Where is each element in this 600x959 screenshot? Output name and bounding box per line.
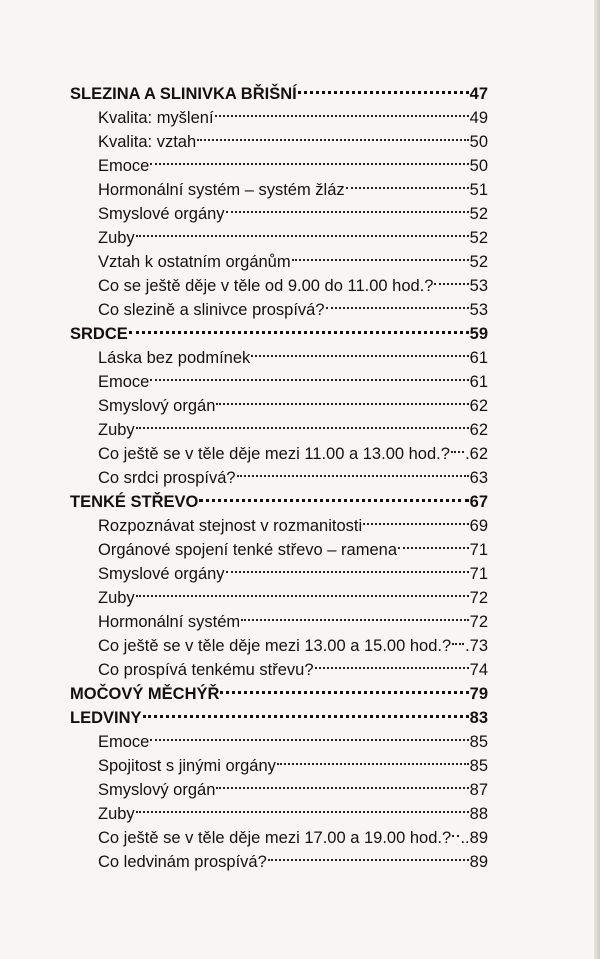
toc-entry-title: Zuby [98, 805, 135, 823]
toc-entry-title: Co ještě se v těle děje mezi 13.00 a 15.00 hod.? [98, 637, 452, 655]
toc-leader-dots [216, 387, 468, 411]
toc-entry-title: Co slezině a slinivce prospívá? [98, 301, 325, 319]
toc-page-number: 85 [469, 733, 488, 751]
toc-page-number: 53 [469, 277, 488, 295]
toc-leader-dots [326, 291, 469, 315]
toc-leader-dots [136, 219, 469, 243]
toc-entry-title: TENKÉ STŘEVO [70, 493, 199, 511]
table-of-contents [70, 75, 488, 871]
toc-leader-dots [136, 579, 469, 603]
toc-leader-dots [298, 75, 469, 99]
toc-page-number: 87 [469, 781, 488, 799]
toc-page-number: .62 [465, 445, 488, 463]
toc-page-number: 79 [469, 685, 488, 703]
toc-chapter-entry [70, 315, 488, 343]
page-edge [594, 0, 600, 959]
toc-page-number: 61 [469, 349, 488, 367]
toc-leader-dots [143, 699, 469, 723]
toc-entry-title: Kvalita: myšlení [98, 109, 214, 127]
toc-leader-dots [226, 195, 469, 219]
toc-entry-title: Hormonální systém [98, 613, 241, 631]
toc-leader-dots [136, 795, 469, 819]
toc-leader-dots [226, 555, 469, 579]
toc-entry-title: Emoce [98, 733, 150, 751]
toc-page-number: 52 [469, 205, 488, 223]
toc-entry-title: Co ještě se v těle děje mezi 11.00 a 13.00 hod.? [98, 445, 450, 463]
toc-entry-title: SRDCE [70, 325, 128, 343]
toc-leader-dots [220, 675, 468, 699]
toc-page-number: 53 [469, 301, 488, 319]
toc-entry-title: Smyslový orgán [98, 397, 216, 415]
toc-leader-dots [452, 819, 459, 843]
toc-entry-title: Co ledvinám prospívá? [98, 853, 267, 871]
toc-page-number: 50 [469, 157, 488, 175]
toc-entry-title: MOČOVÝ MĚCHÝŘ [70, 685, 220, 703]
toc-leader-dots [434, 267, 468, 291]
toc-page-number: 74 [469, 661, 488, 679]
toc-leader-dots [215, 99, 469, 123]
toc-page-number: .73 [465, 637, 488, 655]
toc-leader-dots [216, 771, 468, 795]
toc-leader-dots [268, 843, 469, 867]
toc-entry-title: Co prospívá tenkému střevu? [98, 661, 314, 679]
toc-entry-title: Smyslový orgán [98, 781, 216, 799]
toc-leader-dots [197, 123, 469, 147]
toc-page-number: 69 [469, 517, 488, 535]
toc-entry-title: Co ještě se v těle děje mezi 17.00 a 19.00 hod.? [98, 829, 452, 847]
toc-entry-title: Co se ještě děje v těle od 9.00 do 11.00 hod.? [98, 277, 434, 295]
toc-entry-title: Zuby [98, 421, 135, 439]
toc-entry-title: Co srdci prospívá? [98, 469, 236, 487]
toc-page-number: 61 [469, 373, 488, 391]
toc-leader-dots [129, 315, 469, 339]
toc-page-number: 88 [469, 805, 488, 823]
toc-leader-dots [237, 459, 469, 483]
toc-entry-title: Smyslové orgány [98, 205, 225, 223]
toc-leader-dots [398, 531, 469, 555]
toc-page-number: 62 [469, 397, 488, 415]
toc-page-number: 59 [469, 325, 488, 343]
toc-entry-title: Emoce [98, 373, 150, 391]
toc-leader-dots [292, 243, 469, 267]
toc-entry-title: Zuby [98, 229, 135, 247]
toc-entry-title: LEDVINY [70, 709, 142, 727]
toc-page-number: 49 [469, 109, 488, 127]
toc-page-number: 72 [469, 589, 488, 607]
toc-page-number: 72 [469, 613, 488, 631]
toc-entry-title: Vztah k ostatním orgánům [98, 253, 291, 271]
toc-entry-title: Kvalita: vztah [98, 133, 197, 151]
toc-page-number: 52 [469, 253, 488, 271]
toc-page-number: 52 [469, 229, 488, 247]
toc-leader-dots [150, 147, 468, 171]
toc-leader-dots [363, 507, 469, 531]
toc-page-number: 50 [469, 133, 488, 151]
toc-page-number: 71 [469, 541, 488, 559]
toc-page-number: 62 [469, 421, 488, 439]
toc-leader-dots [136, 411, 469, 435]
toc-entry-title: Zuby [98, 589, 135, 607]
toc-leader-dots [241, 603, 469, 627]
toc-entry-title: Emoce [98, 157, 150, 175]
toc-page-number: 63 [469, 469, 488, 487]
toc-leader-dots [277, 747, 469, 771]
toc-entry-title: Rozpoznávat stejnost v rozmanitosti [98, 517, 363, 535]
toc-page-number: 51 [469, 181, 488, 199]
toc-leader-dots [150, 363, 468, 387]
toc-leader-dots [452, 627, 464, 651]
toc-page-number: 89 [469, 853, 488, 871]
toc-page-number: 83 [469, 709, 488, 727]
toc-entry-title: Hormonální systém – systém žláz [98, 181, 345, 199]
toc-leader-dots [346, 171, 469, 195]
toc-leader-dots [251, 339, 468, 363]
toc-entry-title: Láska bez podmínek [98, 349, 251, 367]
toc-leader-dots [451, 435, 464, 459]
toc-leader-dots [199, 483, 468, 507]
toc-entry-title: Smyslové orgány [98, 565, 225, 583]
toc-section-entry [70, 339, 488, 367]
toc-page-number: ..89 [460, 829, 488, 847]
toc-entry-title: SLEZINA A SLINIVKA BŘIŠNÍ [70, 85, 297, 103]
toc-leader-dots [150, 723, 468, 747]
toc-chapter-entry [70, 75, 488, 103]
toc-entry-title: Spojitost s jinými orgány [98, 757, 276, 775]
toc-page-number: 71 [469, 565, 488, 583]
toc-page-number: 67 [469, 493, 488, 511]
toc-page-number: 47 [469, 85, 488, 103]
toc-leader-dots [315, 651, 469, 675]
toc-page-number: 85 [469, 757, 488, 775]
toc-entry-title: Orgánové spojení tenké střevo – ramena [98, 541, 398, 559]
